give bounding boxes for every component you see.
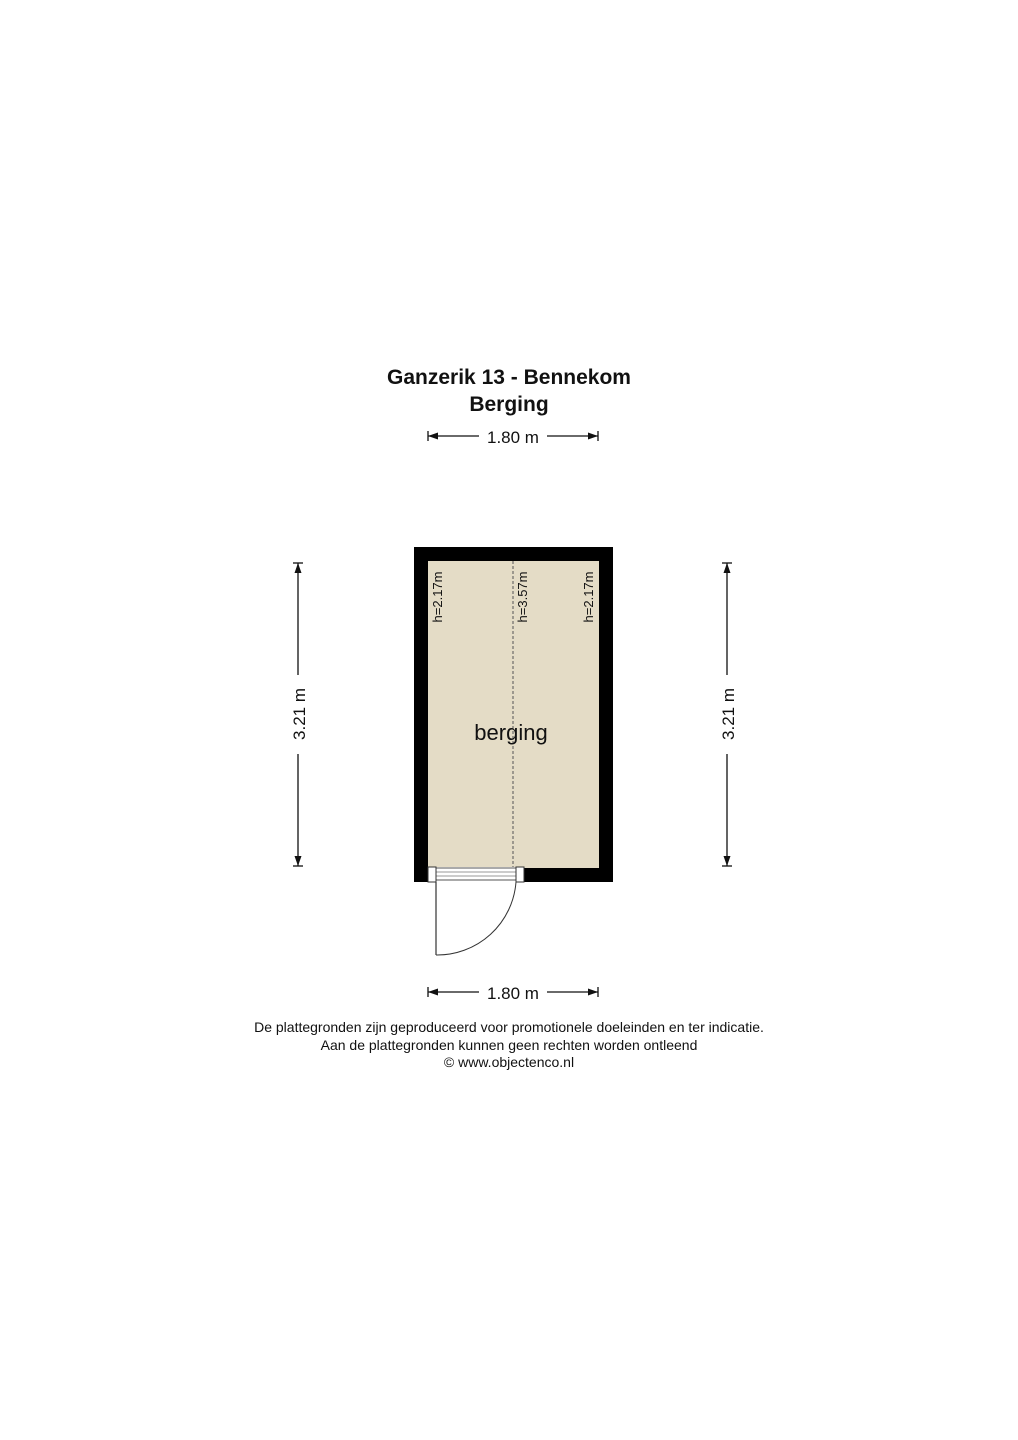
left-height-dimension xyxy=(290,563,309,866)
right-height-dimension xyxy=(719,563,738,866)
height-left-label: h=2.17m xyxy=(430,571,445,623)
height-ridge-label: h=3.57m xyxy=(515,571,530,623)
plan-title: Ganzerik 13 - Bennekom xyxy=(387,366,631,389)
left-height-label: 3.21 m xyxy=(290,688,309,740)
bottom-width-label: 1.80 m xyxy=(487,984,539,1003)
door-swing-arc xyxy=(436,882,516,955)
floor-title: Berging xyxy=(469,393,549,416)
height-right-label: h=2.17m xyxy=(581,571,596,623)
top-width-dimension xyxy=(428,428,598,447)
disclaimer-line: Aan de plattegronden kunnen geen rechten worden ontleend xyxy=(320,1037,698,1053)
top-width-label: 1.80 m xyxy=(487,428,539,447)
room-label: berging xyxy=(474,720,548,745)
bottom-width-dimension xyxy=(428,984,598,1003)
right-height-label: 3.21 m xyxy=(719,688,738,740)
door-threshold xyxy=(436,868,520,880)
copyright-line: © www.objectenco.nl xyxy=(443,1054,575,1070)
room-berging xyxy=(414,547,613,955)
disclaimer-line: De plattegronden zijn geproduceerd voor promotionele doeleinden en ter indicatie. xyxy=(254,1019,764,1035)
